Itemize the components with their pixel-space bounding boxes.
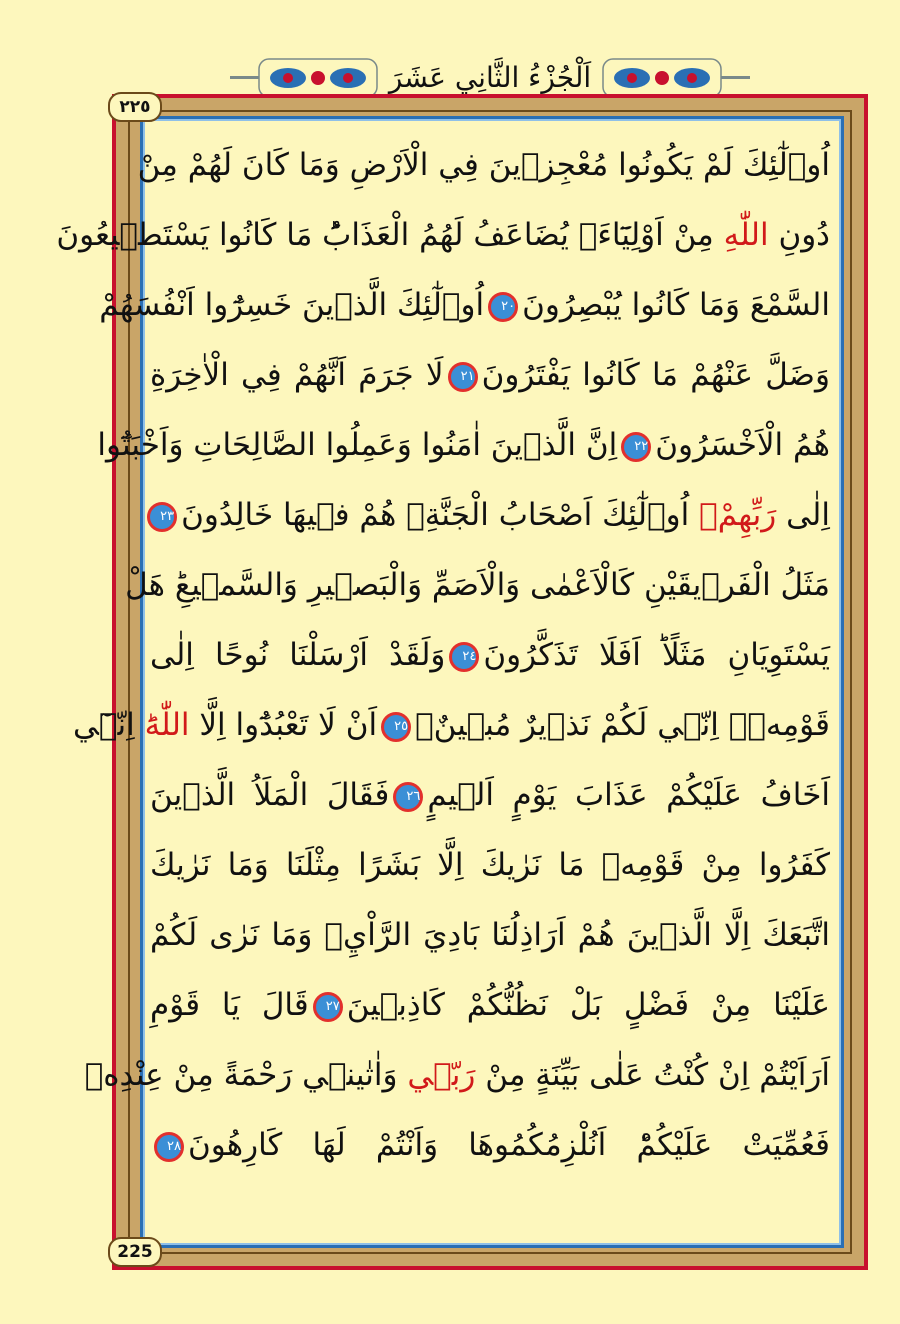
- verse-line: اَخَافُ عَلَيْكُمْ عَذَابَ يَوْمٍ اَلٖيمٍ٢٦فَقَالَ الْمَلَاُ الَّذٖينَ: [150, 777, 830, 813]
- verse-line: وَضَلَّ عَنْهُمْ مَا كَانُوا يَفْتَرُونَ٢١لَا جَرَمَ اَنَّهُمْ فِي الْاٰخِرَةِ: [150, 357, 830, 393]
- ayah-marker-icon: ٢١: [448, 362, 478, 392]
- juz-title: اَلْجُزْءُ الثَّانِي عَشَرَ: [388, 61, 592, 94]
- ayah-marker-icon: ٢٣: [147, 502, 177, 532]
- verse-line: اَرَاَيْتُمْ اِنْ كُنْتُ عَلٰى بَيِّنَةٍ مِنْ رَبّٖي وَاٰتٰينٖي رَحْمَةً مِنْ عِنْدِهٖ: [84, 1057, 830, 1093]
- page-number-top: ٢٢٥: [108, 92, 162, 122]
- ayah-marker-icon: ٢٠: [488, 292, 518, 322]
- ayah-marker-icon: ٢٨: [154, 1132, 184, 1162]
- verse-line: قَوْمِهٖۘ اِنّٖي لَكُمْ نَذٖيرٌ مُبٖينٌۙ٢٥اَنْ لَا تَعْبُدُٓوا اِلَّا اللّٰهَؕ اِنّٖٓي: [73, 707, 830, 743]
- verse-line: اتَّبَعَكَ اِلَّا الَّذٖينَ هُمْ اَرَاذِلُنَا بَادِيَ الرَّاْيِۚ وَمَا نَرٰى لَكُمْ: [150, 917, 830, 953]
- verse-line: دُونِ اللّٰهِ مِنْ اَوْلِيَٓاءَۢ يُضَاعَفُ لَهُمُ الْعَذَابُؕ مَا كَانُوا يَسْتَطٖيعُونَ: [56, 217, 830, 253]
- divine-name: رَبّٖي: [407, 1057, 476, 1093]
- verse-line: يَسْتَوِيَانِ مَثَلًاؕ اَفَلَا تَذَكَّرُونَ٢٤وَلَقَدْ اَرْسَلْنَا نُوحًا اِلٰى: [150, 637, 831, 673]
- ayah-marker-icon: ٢٥: [381, 712, 411, 742]
- ornament-right-icon: [602, 58, 722, 98]
- divine-name: اللّٰهَؕ: [144, 707, 190, 743]
- page-number-bottom: 225: [108, 1237, 162, 1267]
- verse-line: كَفَرُوا مِنْ قَوْمِهٖ مَا نَرٰيكَ اِلَّا بَشَرًا مِثْلَنَا وَمَا نَرٰيكَ: [150, 847, 830, 883]
- ayah-marker-icon: ٢٧: [313, 992, 343, 1022]
- divine-name: رَبِّهِمْۙ: [699, 497, 777, 533]
- verse-line: السَّمْعَ وَمَا كَانُوا يُبْصِرُونَ٢٠اُو۬لٰٓئِكَ الَّذٖينَ خَسِرُٓوا اَنْفُسَهُمْ: [99, 287, 830, 323]
- verse-line: اُو۬لٰٓئِكَ لَمْ يَكُونُوا مُعْجِزٖينَ فِي الْاَرْضِ وَمَا كَانَ لَهُمْ مِنْ: [137, 147, 830, 183]
- verse-lines: [56, 130, 831, 1180]
- ornament-left-icon: [258, 58, 378, 98]
- verse-line: مَثَلُ الْفَرٖيقَيْنِ كَالْاَعْمٰى وَالْاَصَمِّ وَالْبَصٖيرِ وَالسَّمٖيعِؕ هَلْ: [125, 567, 830, 603]
- ayah-marker-icon: ٢٦: [393, 782, 423, 812]
- ayah-marker-icon: ٢٤: [449, 642, 479, 672]
- ayah-marker-icon: ٢٢: [621, 432, 651, 462]
- verse-line: عَلَيْنَا مِنْ فَضْلٍ بَلْ نَظُنُّكُمْ كَاذِبٖينَ٢٧قَالَ يَا قَوْمِ: [150, 987, 830, 1023]
- divine-name: اللّٰهِ: [723, 217, 769, 253]
- verse-line: فَعُمِّيَتْ عَلَيْكُمْؕ اَنُلْزِمُكُمُوهَا وَاَنْتُمْ لَهَا كَارِهُونَ٢٨: [150, 1110, 830, 1180]
- verse-line: هُمُ الْاَخْسَرُونَ٢٢اِنَّ الَّذٖينَ اٰمَنُوا وَعَمِلُوا الصَّالِحَاتِ وَاَخْبَتُٓوا: [97, 427, 830, 463]
- verse-line: اِلٰى رَبِّهِمْۙ اُو۬لٰٓئِكَ اَصْحَابُ الْجَنَّةِۚ هُمْ فٖيهَا خَالِدُونَ٢٣: [150, 480, 830, 550]
